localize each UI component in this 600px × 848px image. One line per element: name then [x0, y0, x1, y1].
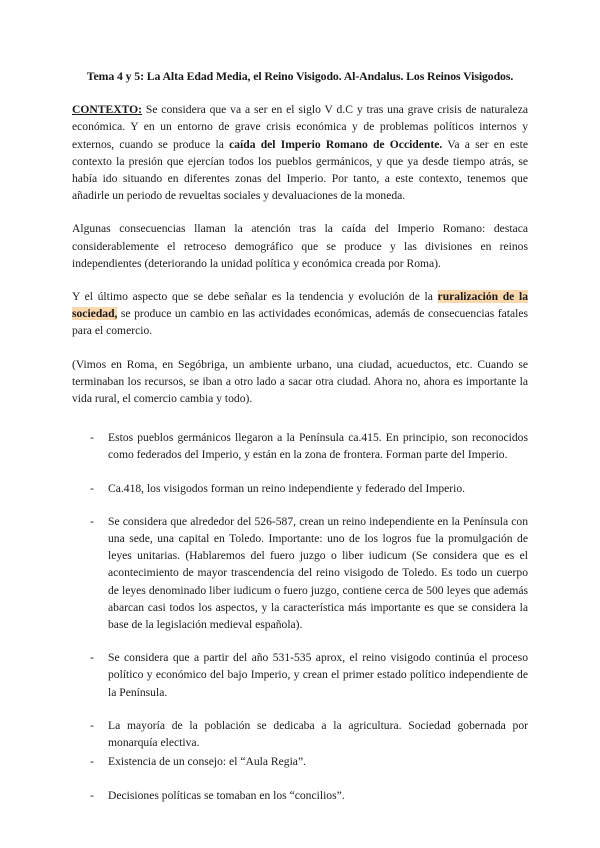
ruralization-highlight: ruralización de la sociedad, — [72, 290, 528, 321]
list-item-text: Existencia de un consejo: el “Aula Regia”. — [108, 755, 306, 769]
context-text-1: Se considera que va a ser en el siglo V d.C y tras una grave crisis de naturaleza económica. Y en un entorno de grave crisis económica y de problemas políticos internos y externos, cuando se produce la — [72, 103, 528, 151]
list-item-text: La mayoría de la población se dedicaba a la agricultura. Sociedad gobernada por monarquía electiva. — [108, 718, 528, 750]
context-text-2: Va a ser en este contexto la presión que ejercían todos los pueblos germánicos, y que ya desde tiempo atrás, se había ido situando en diferentes zonas del Imperio. Por tanto, a este contexto, tenemos que añadirle un periodo de revueltas sociales y devaluaciones de la moneda. — [72, 137, 528, 203]
list-item — [72, 480, 528, 497]
list-item — [72, 717, 528, 751]
bullet-dash: - — [90, 514, 94, 528]
bullet-dash: - — [90, 651, 94, 665]
bullet-list — [72, 429, 528, 803]
bullet-dash: - — [90, 718, 94, 732]
context-bold-phrase: caída del Imperio Romano de Occidente. — [229, 137, 443, 151]
document-title: Tema 4 y 5: La Alta Edad Media, el Reino Visigodo. Al-Andalus. Los Reinos Visigodos. — [86, 69, 514, 83]
ruralization-text-2: se produce un cambio en las actividades económicas, además de consecuencias fatales para el comercio. — [72, 307, 528, 338]
ruralization-paragraph — [72, 288, 528, 340]
bullet-dash: - — [90, 481, 94, 495]
list-item-text: Se considera que alrededor del 526-587, crean un reino independiente en la Península con una sede, una capital en Toledo. Importante: uno de los logros fue la promulgación de leyes unitarias. (Hablaremos del fuero juzgo o liber iudicum (Se considera que es el acontecimiento de mayor trascendencia del reino visigodo de Toledo. Es todo un cuerpo de leyes denominado liber iudicum o fuero juzgo, contiene cerca de 500 leyes que además abarcan casi todos los aspectos, y la característica más importante es que se considera la base de la legislación medieval española). — [108, 514, 528, 632]
consequences-paragraph: Algunas consecuencias llaman la atención tras la caída del Imperio Romano: destaca considerablemente el retroceso demográfico que se produce y las divisiones en reinos independientes (deteriorando la unidad política y económica creada por Roma). — [72, 222, 528, 270]
list-item-text: Decisiones políticas se tomaban en los “concilios”. — [108, 788, 345, 802]
list-item-text: Ca.418, los visigodos forman un reino independiente y federado del Imperio. — [108, 481, 466, 495]
list-item — [72, 649, 528, 701]
context-paragraph — [72, 101, 528, 204]
roman-comparison-paragraph: (Vimos en Roma, en Segóbriga, un ambiente urbano, una ciudad, acueductos, etc. Cuando se terminaban los recursos, se iban a otro lado a sacar otra ciudad. Ahora no, ahora es importante la vida rural, el comercio cambia y todo). — [72, 357, 528, 406]
list-item — [72, 753, 528, 770]
context-label: CONTEXTO: — [72, 103, 143, 117]
list-item-text: Se considera que a partir del año 531-535 aprox, el reino visigodo continúa el proceso político y económico del bajo Imperio, y crean el primer estado político independiente de la Península. — [108, 651, 528, 699]
list-item — [72, 787, 528, 804]
list-item — [72, 513, 528, 633]
bullet-dash: - — [90, 788, 94, 802]
list-item-text: Estos pueblos germánicos llegaron a la Península ca.415. En principio, son reconocidos como federados del Imperio, y están en la zona de frontera. Forman parte del Imperio. — [108, 431, 528, 462]
list-item — [72, 429, 528, 463]
bullet-dash: - — [90, 431, 94, 445]
bullet-dash: - — [90, 755, 94, 769]
ruralization-text-1: Y el último aspecto que se debe señalar es la tendencia y evolución de la — [72, 290, 438, 304]
